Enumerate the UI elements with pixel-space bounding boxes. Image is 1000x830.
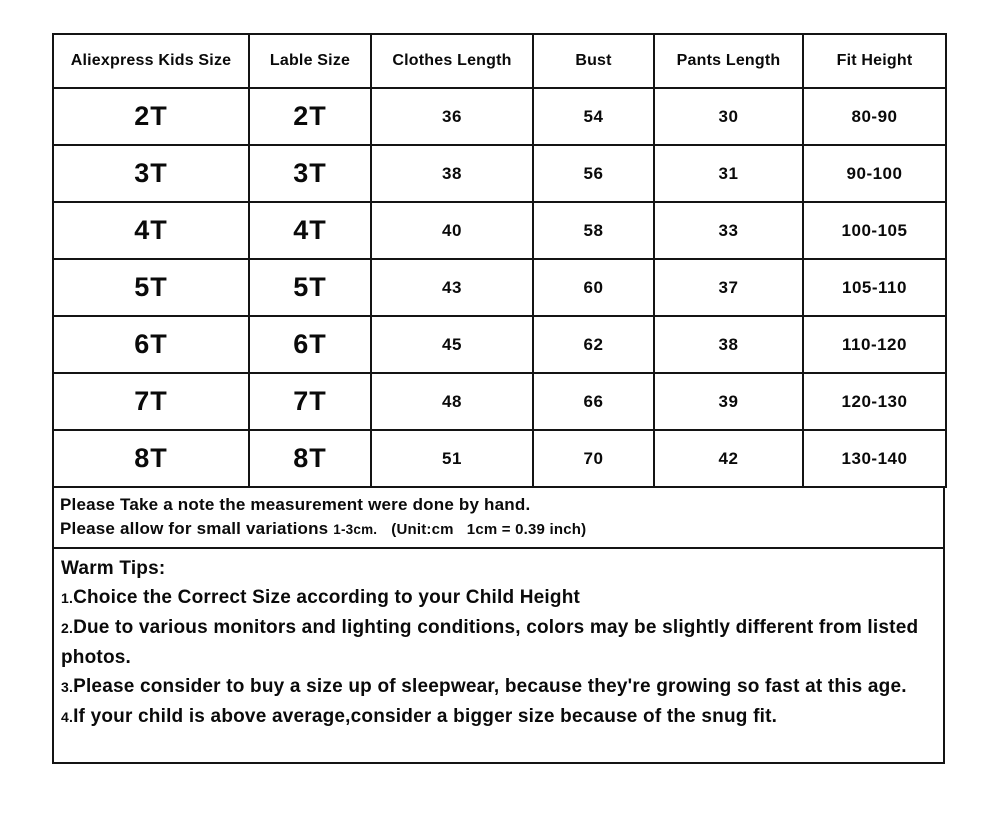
table-cell: 3T: [249, 145, 371, 202]
table-cell: 8T: [53, 430, 249, 487]
table-cell: 80-90: [803, 88, 946, 145]
table-cell: 90-100: [803, 145, 946, 202]
table-cell: 70: [533, 430, 654, 487]
table-row-5t: [53, 259, 946, 316]
size-table: [52, 33, 947, 488]
size-table-body: [53, 88, 946, 487]
table-cell: 2T: [53, 88, 249, 145]
table-cell: 39: [654, 373, 803, 430]
table-cell: 37: [654, 259, 803, 316]
table-cell: 40: [371, 202, 533, 259]
table-cell: 60: [533, 259, 654, 316]
table-cell: 7T: [53, 373, 249, 430]
table-row-6t: [53, 316, 946, 373]
tip-number: 2.: [61, 620, 74, 636]
col-header-bust: Bust: [533, 34, 654, 88]
table-cell: 42: [654, 430, 803, 487]
table-cell: 66: [533, 373, 654, 430]
col-header-clothes-length: Clothes Length: [371, 34, 533, 88]
table-cell: 4T: [249, 202, 371, 259]
table-cell: 56: [533, 145, 654, 202]
tip-text: Choice the Correct Size according to your Child Height: [73, 587, 581, 608]
table-cell: 5T: [249, 259, 371, 316]
table-cell: 110-120: [803, 316, 946, 373]
col-header-aliexpress-kids-size: Aliexpress Kids Size: [53, 34, 249, 88]
table-cell: 105-110: [803, 259, 946, 316]
table-cell: 7T: [249, 373, 371, 430]
warm-tips: [52, 549, 945, 764]
tip-text: Due to various monitors and lighting conditions, colors may be slightly different from listed photos.: [61, 617, 919, 668]
table-cell: 100-105: [803, 202, 946, 259]
note-line-2: [60, 519, 937, 539]
table-cell: 3T: [53, 145, 249, 202]
table-cell: 36: [371, 88, 533, 145]
table-row-3t: [53, 145, 946, 202]
table-cell: 6T: [249, 316, 371, 373]
table-cell: 48: [371, 373, 533, 430]
size-chart: [52, 33, 945, 764]
measurement-notes: [52, 488, 945, 549]
tip-text: If your child is above average,consider a bigger size because of the snug fit.: [73, 706, 778, 727]
table-cell: 130-140: [803, 430, 946, 487]
size-table-header: [53, 34, 946, 88]
table-cell: 33: [654, 202, 803, 259]
table-cell: 120-130: [803, 373, 946, 430]
col-header-fit-height: Fit Height: [803, 34, 946, 88]
table-cell: 4T: [53, 202, 249, 259]
table-row-8t: [53, 430, 946, 487]
table-cell: 5T: [53, 259, 249, 316]
tip-item-1: [61, 583, 936, 613]
table-cell: 8T: [249, 430, 371, 487]
note-unit-conversion: (Unit:cm 1cm = 0.39 inch): [391, 521, 587, 538]
table-cell: 2T: [249, 88, 371, 145]
table-cell: 31: [654, 145, 803, 202]
table-row-7t: [53, 373, 946, 430]
table-cell: 45: [371, 316, 533, 373]
note-variation-range: 1-3cm.: [333, 522, 378, 537]
table-cell: 58: [533, 202, 654, 259]
col-header-pants-length: Pants Length: [654, 34, 803, 88]
tip-item-3: [61, 672, 936, 702]
table-cell: 6T: [53, 316, 249, 373]
col-header-lable-size: Lable Size: [249, 34, 371, 88]
table-cell: 30: [654, 88, 803, 145]
table-cell: 43: [371, 259, 533, 316]
warm-tips-title: Warm Tips:: [61, 558, 166, 579]
tip-text: Please consider to buy a size up of sleepwear, because they're growing so fast at this age.: [73, 676, 907, 697]
header-row: [53, 34, 946, 88]
note-line-2-text: Please allow for small variations: [60, 519, 329, 538]
table-cell: 54: [533, 88, 654, 145]
table-cell: 38: [654, 316, 803, 373]
table-cell: 38: [371, 145, 533, 202]
table-row-4t: [53, 202, 946, 259]
table-cell: 62: [533, 316, 654, 373]
tip-number: 3.: [61, 679, 74, 695]
table-cell: 51: [371, 430, 533, 487]
tip-item-2: [61, 613, 936, 672]
tip-number: 4.: [61, 709, 74, 725]
table-row-2t: [53, 88, 946, 145]
note-line-1: Please Take a note the measurement were done by hand.: [60, 495, 531, 514]
tip-item-4: [61, 702, 936, 732]
tip-number: 1.: [61, 590, 74, 606]
